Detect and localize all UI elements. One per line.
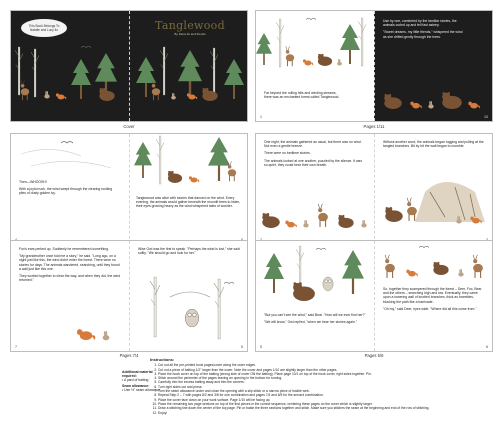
page-6b-text [383, 287, 485, 314]
paragraph: With a joyful rush, the wind swept through the clearing rustling piles of dusty golden ivy. [19, 187, 113, 196]
instruction-steps [150, 363, 495, 415]
page-1 [256, 11, 374, 121]
paragraph: So, together they scampered through the forest – Deer, Fox, Bear and the others – searching high and low. Eventually, they came upon a towering wall of knotted branches, thick as brambles, blocking the path like a barricade. [383, 287, 482, 304]
cover-illustration-left [11, 41, 129, 121]
gathering-illustration [130, 134, 247, 196]
owl-illustration [130, 267, 247, 351]
step: 8. Repeat Step 2 – 7 with pages 8/2 and 3/8 for one combination and pages 7/4 and 6/5 for the second combination. [158, 393, 495, 397]
page-6-text [138, 247, 240, 258]
step: 7. Turn the seam allowance under and close the opening with a slip stitch or a narrow piece of fusible web. [158, 389, 495, 393]
paragraph: Wise Owl was the first to speak. "Perhaps the wind is lost," she said softly. "We should go and look for her." [138, 247, 240, 256]
page-number: 10 [484, 115, 488, 119]
paragraph: "Sweet dreams, my little friends," whispered the wind as she drifted gently through the trees. [383, 30, 463, 39]
page-number: 6 [486, 345, 488, 349]
step: 3. Place the book cover on top of the batting (wrong side of cover ON the batting). Place page 10/1 on top of the book cover, right sides together. Pin. [158, 372, 495, 376]
page-6b [374, 241, 492, 351]
instructions-heading: Instructions: [150, 357, 175, 362]
page-2-text [264, 140, 366, 170]
spread-pages-4-5 [10, 133, 248, 245]
paragraph: Fox's ears perked up. Suddenly he remembered something. [19, 247, 109, 251]
step: 5. Carefully trim the excess batting away and trim the corners. [158, 380, 495, 384]
front-cover [129, 11, 247, 121]
paragraph: They worked together to clear the way, and when they did, the wind returned." [19, 274, 121, 283]
page-number: 6 [241, 345, 243, 349]
caption-pages-1-10: Pages 1/11 [363, 124, 385, 129]
paragraph: One night, the animals gathered as usual, but there was no wind. Not even a gentle breeze. [264, 140, 362, 149]
paragraph: The animals looked at one another, puzzled by the silence. It was so quiet, they could hear their own breath. [264, 158, 363, 167]
paragraph: Then—WHOOSH! [19, 180, 47, 184]
fox-illustration [71, 313, 121, 349]
spread-pages-5-6 [255, 240, 493, 352]
back-cover [11, 11, 129, 121]
page-6 [129, 241, 247, 351]
page-2 [256, 134, 374, 244]
page-5 [129, 134, 247, 244]
page-10 [374, 11, 492, 121]
step: 4. Stitch around the perimeter of the pages leaving an opening in the bottom for turning. [158, 376, 495, 380]
page-5b [256, 241, 374, 351]
badge-line-2: Natalie and Lucy Ilo [30, 28, 58, 32]
book-subtitle: By Dana Ilo and friends [174, 32, 206, 36]
spread-pages-2-3 [255, 133, 493, 245]
step: 1. Cut out all the pre-printed book pages/cover along the outer edges. [158, 363, 495, 367]
seam-item: • Use ½" seam allowance [122, 388, 161, 393]
cover-spread [10, 10, 248, 122]
wall-illustration [375, 162, 492, 242]
page-4-text [19, 180, 119, 199]
instructions [150, 358, 495, 415]
paragraph: There were no bedtime stories. [264, 151, 311, 156]
page-5-text [136, 196, 242, 212]
step: 10. Place the remaining two page sections on top of the first pieces in the correct sequence, centering these pages on the cover which is slightly larger. [158, 402, 495, 406]
page-4 [11, 134, 129, 244]
paragraph: "But you can't see the wind," said Bear. "How will we ever find her?" [264, 313, 366, 317]
spread-pages-7-4 [10, 240, 248, 352]
page-number: 7 [15, 345, 17, 349]
caption-pages-5-6: Pages 5/6 [364, 353, 384, 358]
page-1-text [264, 91, 344, 102]
caption-cover: Cover [123, 124, 135, 129]
step: 2. Cut out a piece of batting 1/2" larger than the cover. Note the cover and pages 1/10 are slightly larger than the other pages. [158, 368, 495, 372]
page-3-text [383, 140, 485, 151]
page-number: 1 [260, 115, 262, 119]
book-title: Tanglewood [155, 19, 225, 32]
paragraph: Use by one, comforted by the familiar stories, the animals curled up and fell fast asleep. [383, 19, 457, 28]
page-7-text [19, 247, 121, 285]
step: 9. Place the cover face down on your work surface. Page 1/10 will be facing up. [158, 398, 495, 402]
page-3 [374, 134, 492, 244]
additional-item: • A yard of batting [122, 378, 149, 383]
paragraph: Without another word, the animals began tugging and pulling at the tangled branches. Bit by bit the wall began to crumble. [383, 140, 484, 149]
forest-illustration [256, 11, 374, 93]
sleeping-animals-illustration [375, 71, 492, 121]
cover-illustration-right [130, 41, 247, 121]
spread-pages-1-10 [255, 10, 493, 122]
scampering-illustration [375, 241, 492, 287]
page-10-text [383, 19, 463, 42]
paragraph: Far beyond the rolling hills and winding streams, there was an enchanted forest called Tanglewood. [264, 91, 340, 100]
step: 12. Enjoy! [158, 411, 495, 415]
paragraph: "We will know," Owl replied, "when we hear her stories again." [264, 320, 357, 325]
paragraph: "Oh my," said Deer, eyes wide. "Where did all this come from." [383, 306, 477, 311]
step: 11. Draw a stitching line down the center of the top page. Pin or baste the three sections together and stitch. Make sure you stitches the seam at the beginning and end of the row of stitching. [158, 406, 495, 410]
additional-heading: Additional material required: [122, 370, 153, 379]
paragraph: Tanglewood was alive with stories that danced on the wind. Every evening, the animals would gather beneath the moonlit trees to listen, their eyes growing heavy as the wind whispered tales of wonder. [136, 196, 241, 209]
step: 6. Turn right sides out and press. [158, 385, 495, 389]
page-7 [11, 241, 129, 351]
page-number: 5 [260, 345, 262, 349]
ownership-badge [21, 19, 67, 37]
page-5b-text [264, 313, 366, 327]
seam-heading: Seam allowance: [122, 384, 150, 388]
paragraph: "My grandmother once told me a story," he said. "Long ago, on a night just like this, the wind didn't enter the forest. There were no stories for days. The animals wandered, searching, until they found a wall just like this one. [19, 254, 120, 271]
bear-owl-illustration [256, 241, 374, 313]
badge-line-1: This Book Belongs To [28, 24, 60, 28]
puzzled-animals-illustration [256, 190, 374, 244]
caption-pages-7-4: Pages 7/4 [119, 353, 139, 358]
